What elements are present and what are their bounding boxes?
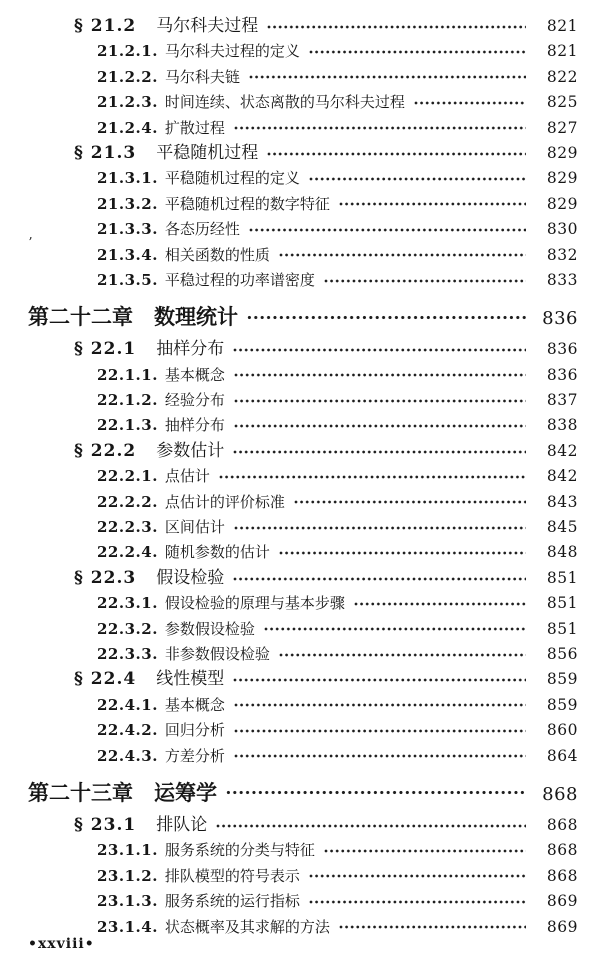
entry-page-number: 868 [546, 866, 578, 885]
toc-entry-sub [0, 591, 578, 616]
entry-title: 基本概念 [164, 695, 225, 714]
entry-page-number: 868 [546, 841, 578, 860]
toc-entry-section [0, 566, 578, 591]
entry-title: 马尔科夫过程 [156, 16, 259, 36]
toc-entry-sub [0, 490, 578, 515]
entry-title: 参数估计 [156, 440, 225, 461]
entry-page-number: 838 [546, 416, 578, 435]
entry-page-number: 868 [542, 783, 578, 805]
entry-number: 22.2.1. [97, 467, 158, 486]
toc-entry-sub [0, 540, 578, 565]
entry-title: 平稳随机过程的数字特征 [164, 194, 330, 213]
toc-entry-section [0, 439, 578, 464]
toc-entry-sub [0, 39, 578, 64]
toc-entry-sub [0, 65, 578, 90]
entry-page-number: 832 [546, 245, 578, 264]
toc-entry-sub [0, 693, 578, 718]
entry-page-number: 859 [546, 670, 578, 689]
entry-number: 21.2.2. [97, 67, 158, 86]
dot-leader-icon [309, 176, 526, 182]
entry-title: 平稳随机过程 [156, 142, 259, 163]
dot-leader-icon [267, 24, 526, 30]
entry-number: 21.2.4. [97, 118, 158, 137]
toc-entry-sub [0, 744, 578, 769]
entry-page-number: 829 [546, 143, 578, 162]
entry-title: 马尔科夫过程的定义 [164, 42, 300, 61]
entry-page-number: 836 [542, 308, 578, 330]
dot-leader-icon [267, 151, 526, 157]
entry-title: 状态概率及其求解的方法 [164, 917, 330, 936]
entry-title: 假设检验 [156, 567, 225, 588]
entry-title: 区间估计 [164, 518, 225, 537]
entry-page-number: 869 [546, 917, 578, 936]
entry-page-number: 851 [546, 594, 578, 613]
dot-leader-icon [249, 227, 526, 233]
entry-number: 23.1.3. [97, 892, 158, 911]
dot-leader-icon [233, 449, 526, 455]
entry-page-number: 836 [546, 365, 578, 384]
entry-number: 21.2.3. [97, 93, 158, 112]
dot-leader-icon [234, 702, 526, 708]
entry-number: 22.4.3. [97, 746, 158, 765]
entry-title: 服务系统的运行指标 [164, 892, 300, 911]
dot-leader-icon [247, 314, 526, 321]
entry-number: 22.4.2. [97, 721, 158, 740]
dot-leader-icon [234, 125, 526, 131]
entry-title: 回归分析 [164, 721, 225, 740]
entry-page-number: 851 [546, 568, 578, 587]
toc-entry-sub [0, 864, 578, 889]
entry-number: 第二十二章 [28, 304, 133, 330]
entry-title: 平稳随机过程的定义 [164, 169, 300, 188]
entry-page-number: 829 [546, 194, 578, 213]
entry-title: 点估计的评价标准 [164, 492, 285, 511]
entry-number: § 22.1 [74, 339, 137, 360]
entry-number: 21.3.3. [97, 220, 158, 239]
entry-title: 抽样分布 [156, 339, 225, 360]
toc-entry-chapter [0, 776, 578, 810]
entry-title: 平稳过程的功率谱密度 [164, 270, 315, 289]
entry-number: 23.1.2. [97, 866, 158, 885]
entry-title: 假设检验的原理与基本步骤 [164, 594, 345, 613]
dot-leader-icon [216, 823, 526, 829]
dot-leader-icon [324, 848, 526, 854]
dot-leader-icon [219, 474, 526, 480]
dot-leader-icon [233, 347, 526, 353]
entry-number: 22.3.2. [97, 619, 158, 638]
entry-number: 22.3.3. [97, 644, 158, 663]
entry-title: 线性模型 [156, 669, 225, 690]
toc-entry-sub [0, 617, 578, 642]
toc-entry-sub [0, 413, 578, 438]
entry-number: 22.2.2. [97, 492, 158, 511]
entry-page-number: 829 [546, 169, 578, 188]
dot-leader-icon [339, 924, 526, 930]
entry-page-number: 856 [546, 644, 578, 663]
dot-leader-icon [234, 398, 526, 404]
dot-leader-icon [309, 873, 526, 879]
entry-number: 22.4.1. [97, 695, 158, 714]
entry-title: 数理统计 [154, 304, 238, 330]
entry-number: § 22.2 [74, 440, 137, 461]
entry-number: § 22.4 [74, 669, 137, 690]
page-number-footer: •xxviii• [28, 936, 95, 952]
entry-page-number: 827 [546, 118, 578, 137]
entry-number: § 21.2 [74, 16, 137, 36]
entry-number: 23.1.1. [97, 841, 158, 860]
entry-page-number: 860 [546, 721, 578, 740]
toc-entry-sub [0, 515, 578, 540]
dot-leader-icon [354, 601, 526, 607]
entry-title: 方差分析 [164, 746, 225, 765]
entry-title: 排队论 [156, 814, 208, 835]
entry-page-number: 821 [546, 42, 578, 61]
entry-title: 各态历经性 [164, 220, 240, 239]
dot-leader-icon [233, 677, 526, 683]
entry-page-number: 848 [546, 543, 578, 562]
dot-leader-icon [233, 576, 526, 582]
entry-title: 相关函数的性质 [164, 245, 270, 264]
toc-entry-section [0, 141, 578, 166]
entry-page-number: 833 [546, 270, 578, 289]
toc-entry-sub [0, 217, 578, 242]
entry-title: 抽样分布 [164, 416, 225, 435]
toc-entry-section [0, 14, 578, 39]
entry-number: § 22.3 [74, 567, 137, 588]
dot-leader-icon [339, 201, 526, 207]
entry-title: 扩散过程 [164, 118, 225, 137]
dot-leader-icon [234, 753, 526, 759]
entry-title: 参数假设检验 [164, 619, 255, 638]
entry-number: § 23.1 [74, 814, 137, 835]
toc-entry-sub [0, 166, 578, 191]
entry-title: 马尔科夫链 [164, 67, 240, 86]
entry-number: 23.1.4. [97, 917, 158, 936]
entry-title: 经验分布 [164, 391, 225, 410]
toc-entry-sub [0, 363, 578, 388]
toc-entry-section [0, 813, 578, 838]
dot-leader-icon [234, 372, 526, 378]
entry-title: 运筹学 [154, 779, 217, 805]
dot-leader-icon [279, 252, 526, 258]
dot-leader-icon [264, 626, 526, 632]
entry-title: 排队模型的符号表示 [164, 866, 300, 885]
toc-entry-sub [0, 838, 578, 863]
toc-entry-chapter [0, 300, 578, 334]
dot-leader-icon [294, 499, 526, 505]
entry-number: 22.1.3. [97, 416, 158, 435]
entry-page-number: 830 [546, 220, 578, 239]
toc-entry-sub [0, 889, 578, 914]
toc-entry-sub [0, 388, 578, 413]
table-of-contents [0, 8, 608, 940]
toc-entry-section [0, 667, 578, 692]
entry-number: 22.2.4. [97, 543, 158, 562]
entry-number: 第二十三章 [28, 779, 133, 805]
entry-title: 非参数假设检验 [164, 644, 270, 663]
entry-title: 随机参数的估计 [164, 543, 270, 562]
dot-leader-icon [279, 652, 526, 658]
toc-entry-sub [0, 243, 578, 268]
entry-number: 21.3.1. [97, 169, 158, 188]
entry-number: 22.1.2. [97, 391, 158, 410]
toc-entry-sub [0, 268, 578, 293]
dot-leader-icon [279, 550, 526, 556]
entry-page-number: 825 [546, 93, 578, 112]
entry-page-number: 837 [546, 391, 578, 410]
toc-entry-sub [0, 116, 578, 141]
entry-page-number: 869 [546, 892, 578, 911]
entry-title: 点估计 [164, 467, 210, 486]
entry-number: 21.2.1. [97, 42, 158, 61]
entry-page-number: 845 [546, 518, 578, 537]
dot-leader-icon [324, 278, 526, 284]
entry-page-number: 842 [546, 467, 578, 486]
dot-leader-icon [414, 100, 526, 106]
dot-leader-icon [309, 49, 526, 55]
entry-number: § 21.3 [74, 142, 137, 163]
entry-page-number: 851 [546, 619, 578, 638]
entry-number: 22.3.1. [97, 594, 158, 613]
toc-entry-section [0, 337, 578, 362]
dot-leader-icon [309, 899, 526, 905]
toc-entry-sub [0, 464, 578, 489]
entry-number: 21.3.4. [97, 245, 158, 264]
dot-leader-icon [226, 789, 526, 796]
toc-entry-sub [0, 90, 578, 115]
toc-entry-sub [0, 192, 578, 217]
dot-leader-icon [249, 74, 526, 80]
entry-page-number: 864 [546, 746, 578, 765]
entry-number: 21.3.2. [97, 194, 158, 213]
toc-entry-sub [0, 718, 578, 743]
entry-page-number: 836 [546, 340, 578, 359]
entry-page-number: 842 [546, 441, 578, 460]
entry-number: 22.2.3. [97, 518, 158, 537]
dot-leader-icon [234, 525, 526, 531]
entry-title: 服务系统的分类与特征 [164, 841, 315, 860]
entry-page-number: 822 [546, 67, 578, 86]
entry-page-number: 859 [546, 695, 578, 714]
entry-page-number: 843 [546, 492, 578, 511]
toc-entry-sub [0, 642, 578, 667]
entry-title: 基本概念 [164, 365, 225, 384]
entry-title: 时间连续、状态离散的马尔科夫过程 [164, 93, 405, 112]
scan-artifact: ʼ [28, 236, 33, 251]
dot-leader-icon [234, 728, 526, 734]
entry-page-number: 821 [546, 17, 578, 35]
dot-leader-icon [234, 423, 526, 429]
entry-number: 21.3.5. [97, 270, 158, 289]
entry-page-number: 868 [546, 815, 578, 834]
entry-number: 22.1.1. [97, 365, 158, 384]
